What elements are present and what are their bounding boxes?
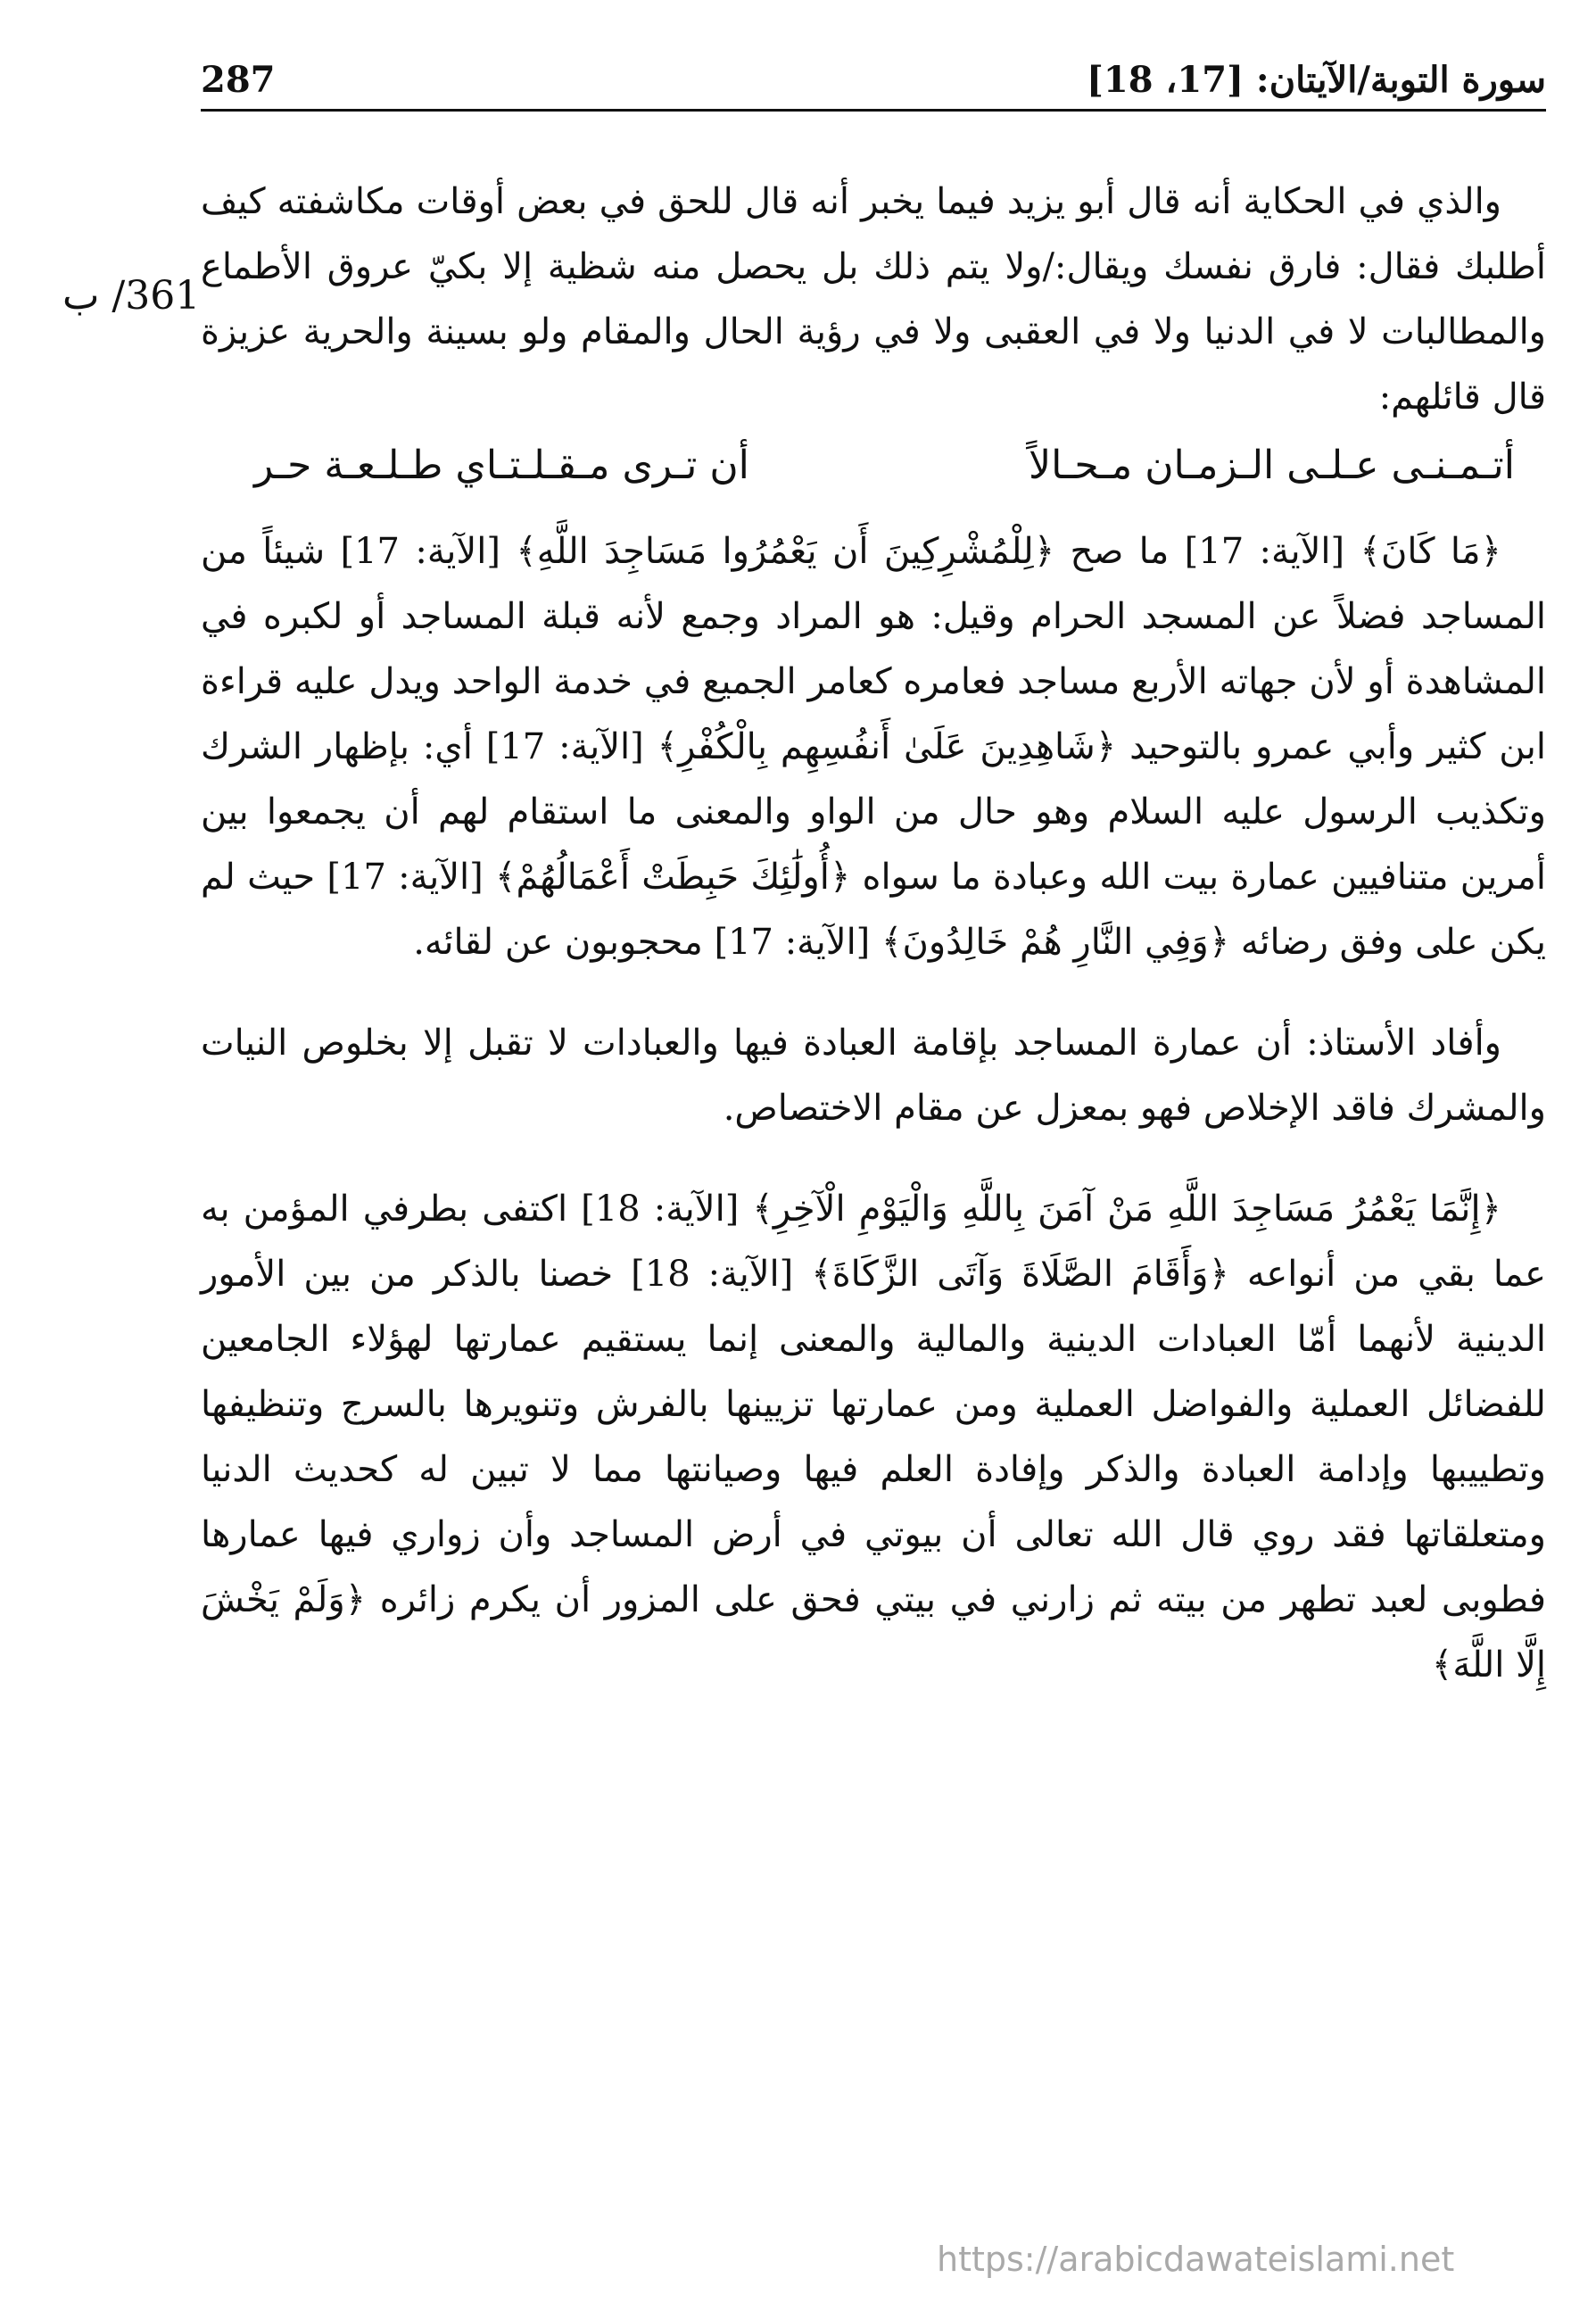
watermark: https://arabicdawateislami.net	[937, 2240, 1455, 2279]
verse-second-hemistich: أن تـرى مـقـلـتـاي طـلـعـة حـر	[254, 443, 749, 488]
paragraph-3: وأفاد الأستاذ: أن عمارة المساجد بإقامة العبادة فيها والعبادات لا تقبل إلا بخلوص النيات والمشرك فاقد الإخلاص فهو بمعزل عن مقام الاختصاص.	[201, 1023, 1546, 1129]
body-text	[201, 170, 1546, 1698]
paragraph-2: ﴿مَا كَانَ﴾ [الآية: 17] ما صح ﴿لِلْمُشْرِكِينَ أَن يَعْمُرُوا مَسَاجِدَ اللَّهِ﴾ [الآية: 17] شيئاً من المساجد فضلاً عن المسجد الحرام وقيل: هو المراد وجمع لأنه قبلة المساجد أو لكبره في المشاهدة أو لأن جهاته الأربع مساجد فعامره كعامر الجميع في خدمة الواحد ويدل عليه قراءة ابن كثير وأبي عمرو بالتوحيد ﴿شَاهِدِينَ عَلَىٰ أَنفُسِهِم بِالْكُفْرِ﴾ [الآية: 17] أي: بإظهار الشرك وتكذيب الرسول عليه السلام وهو حال من الواو والمعنى ما استقام لهم أن يجمعوا بين أمرين متنافيين عمارة بيت الله وعبادة ما سواه ﴿أُولَٰئِكَ حَبِطَتْ أَعْمَالُهُمْ﴾ [الآية: 17] حيث لم يكن على وفق رضائه ﴿وَفِي النَّارِ هُمْ خَالِدُونَ﴾ [الآية: 17] محجوبون عن لقائه.	[201, 531, 1546, 963]
page-number: 287	[201, 59, 276, 101]
running-title: سورة التوبة/الآيتان: [17، 18]	[1086, 59, 1546, 101]
paragraph-4: ﴿إِنَّمَا يَعْمُرُ مَسَاجِدَ اللَّهِ مَنْ آمَنَ بِاللَّهِ وَالْيَوْمِ الْآخِرِ﴾ [الآية: 18] اكتفى بطرفي المؤمن به عما بقي من أنواعه ﴿وَأَقَامَ الصَّلَاةَ وَآتَى الزَّكَاةَ﴾ [الآية: 18] خصنا بالذكر من بين الأمور الدينية لأنهما أمّا العبادات الدينية والمالية والمعنى إنما يستقيم عمارتها لهؤلاء الجامعين للفضائل العملية والفواضل العملية ومن عمارتها تزيينها بالفرش وتنويرها بالسرج وتنظيفها وتطييبها وإدامة العبادة والذكر وإفادة العلم فيها وصيانتها مما لا تبين له كحديث الدنيا ومتعلقاتها فقد روي قال الله تعالى أن بيوتي في أرض المساجد وأن زواري فيها عمارها فطوبى لعبد تطهر من بيته ثم زارني في بيتي فحق على المزور أن يكرم زائره ﴿وَلَمْ يَخْشَ إِلَّا اللَّهَ﴾	[201, 1189, 1547, 1686]
page-header	[201, 55, 1546, 112]
paragraph-1: والذي في الحكاية أنه قال أبو يزيد فيما يخبر أنه قال للحق في بعض أوقات مكاشفته كيف أطلبك فقال: فارق نفسك ويقال:/ولا يتم ذلك بل يحصل منه شظية إلا بكيّ عروق الأطماع والمطالبات لا في الدنيا ولا في العقبى ولا في رؤية الحال والمقام ولو بسينة والحرية عزيزة قال قائلهم:	[201, 181, 1546, 418]
verse-line	[201, 430, 1546, 501]
verse-first-hemistich: أتـمـنـى عـلـى الـزمـان مـحـالاً	[1029, 443, 1515, 488]
margin-note: 361/ ب	[62, 273, 201, 319]
